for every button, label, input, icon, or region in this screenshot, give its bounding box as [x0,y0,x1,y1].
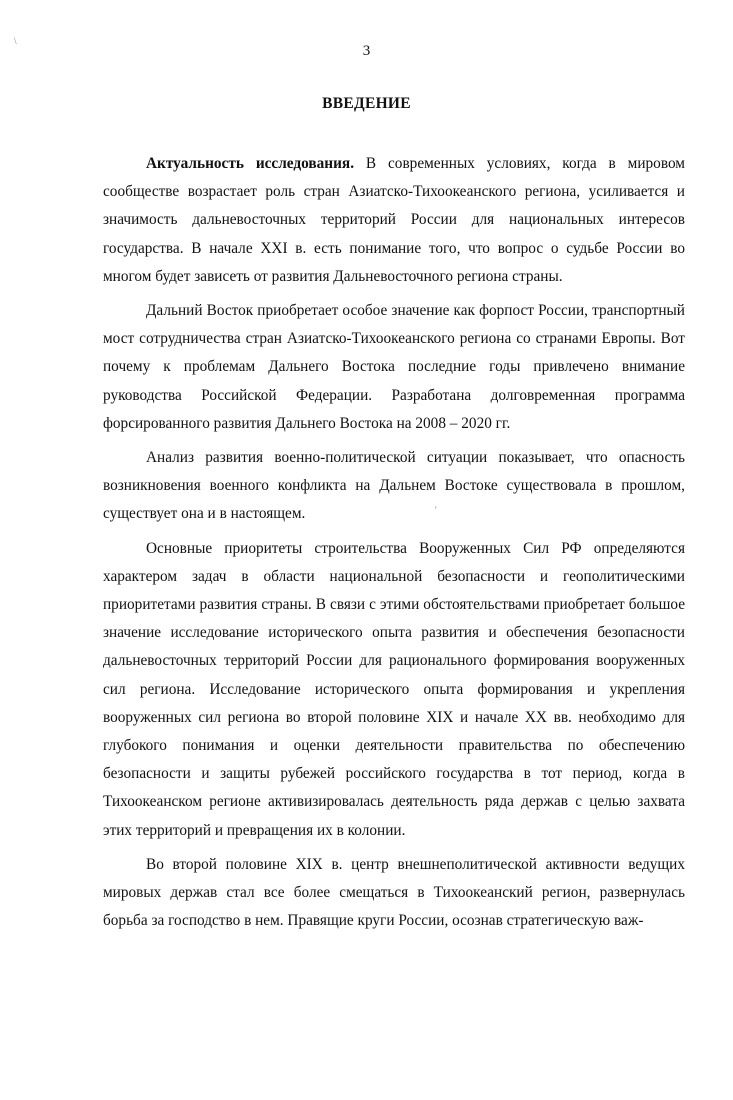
paragraph-priorities: Основные приоритеты строительства Вооруженных Сил РФ определяются характером задач в области национальной безопасности и геополитическими приоритетами развития страны. В связи с этими обстоятельствами приобретает большое значение исследование исторического опыта развития и обеспечения безопасности дальневосточных территорий России для рационального формирования вооруженных сил региона. Исследование исторического опыта формирования и укрепления вооруженных сил региона во второй половине XIX и начале XX вв. необходимо для глубокого понимания и оценки деятельности правительства по обеспечению безопасности и защиты рубежей российского государства в тот период, когда в Тихоокеанском регионе активизировалась деятельность ряда держав с целью захвата этих территорий и превращения их в колонии. [103,539,685,839]
paragraph-second-half: Во второй половине XIX в. центр внешнеполитической активности ведущих мировых держав стал все более смещаться в Тихоокеанский регион, развернулась борьба за господство в нем. Правящие круги России, осознав стратегическую важ- [103,855,685,930]
paragraph-far-east: Дальний Восток приобретает особое значение как форпост России, транспортный мост сотрудничества стран Азиатско-Тихоокеанского региона со странами Европы. Вот почему к проблемам Дальнего Востока последние годы привлечено внимание руководства Российской Федерации. Разработана долговременная программа форсированного развития Дальнего Востока на 2008 – 2020 гг. [103,302,685,432]
scan-mark: \ [14,36,17,46]
scan-mark: ' [435,505,437,515]
paragraph-lead: Актуальность исследования. [146,155,355,172]
paragraph-relevance [103,150,685,291]
paragraph-text: В современных условиях, когда в мировом сообществе возрастает роль стран Азиатско-Тихоокеанского региона, усиливается и значимость дальневосточных территорий России для национальных интересов государства. В начале XXI в. есть понимание того, что вопрос о судьбе России во многом будет зависеть от развития Дальневосточного региона страны. [103,155,685,285]
paragraph-analysis: Анализ развития военно-политической ситуации показывает, что опасность возникновения военного конфликта на Дальнем Востоке существовала в прошлом, существует она и в настоящем. [103,449,685,523]
page-heading: ВВЕДЕНИЕ [322,95,411,112]
body-text [103,150,685,941]
page-number: 3 [362,43,371,59]
